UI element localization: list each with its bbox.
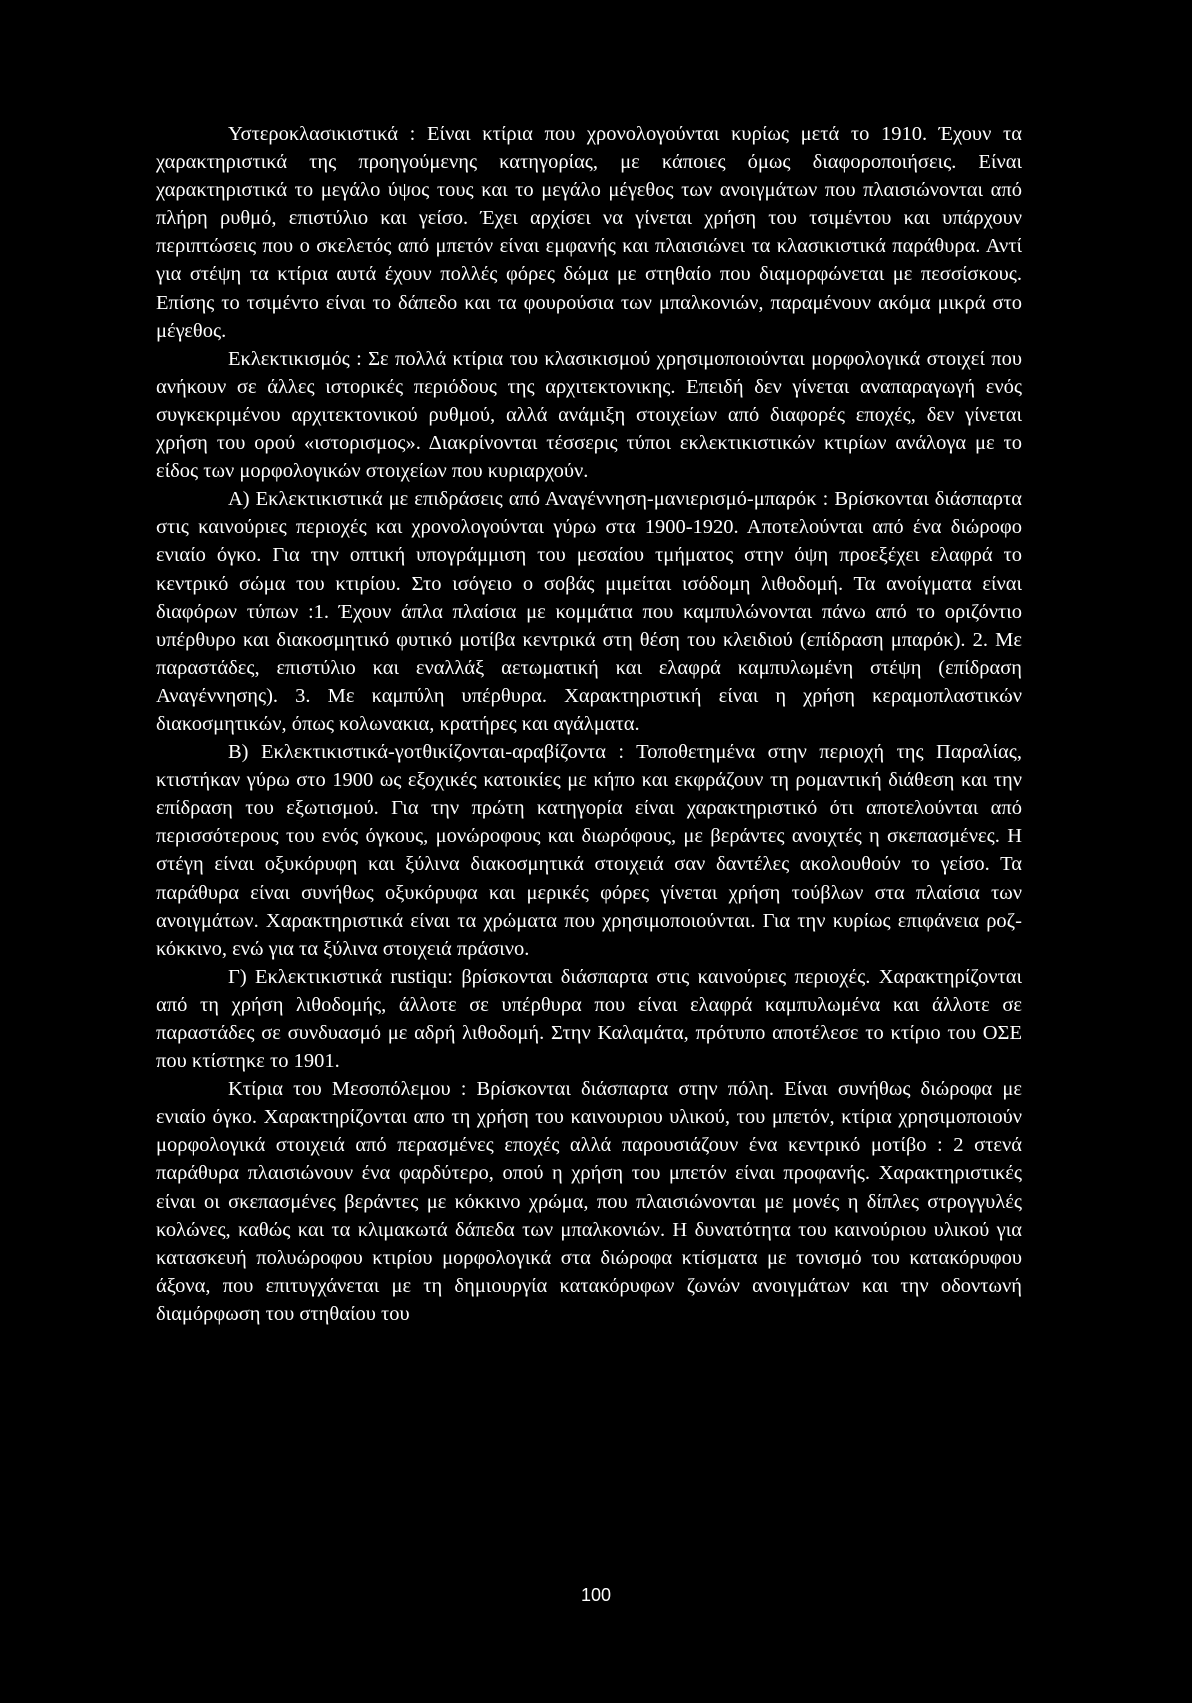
paragraph-eclecticism: Εκλεκτικισμός : Σε πολλά κτίρια του κλασικισμού χρησιμοποιούνται μορφολογικά στοιχεί που ανήκουν σε άλλες ιστορικές περιόδους της αρχιτεκτονικης. Επειδή δεν γίνεται αναπαραγωγή ενός συγκεκριμένου αρχιτεκτονικού ρυθμού, αλλά ανάμιξη στοιχείων από διαφορές εποχές, δεν γίνεται χρήση του ορού «ιστορισμος». Διακρίνονται τέσσερις τύποι εκλεκτικιστικών κτιρίων ανάλογα με το είδος των μορφολογικών στοιχείων που κυριαρχούν.: [156, 347, 1022, 483]
body-text: [156, 120, 1022, 1328]
paragraph-eclectic-renaissance: Α) Εκλεκτικιστικά με επιδράσεις από Αναγέννηση-μανιερισμό-μπαρόκ : Βρίσκονται διάσπαρτα στις καινούριες περιοχές και χρονολογούνται γύρω στα 1900-1920. Αποτελούνται από ένα διώροφο ενιαίο όγκο. Για την οπτική υπογράμμιση του μεσαίου τμήματος στην όψη προεξέχει ελαφρά το κεντρικό σώμα του κτιρίου. Στο ισόγειο ο σοβάς μιμείται ισόδομη λιθοδομή. Τα ανοίγματα είναι διαφόρων τύπων :1. Έχουν άπλα πλαίσια με κομμάτια που καμπυλώνονται πάνω από το οριζόντιο υπέρθυρο και διακοσμητικό φυτικό μοτίβα κεντρικά στη θέση του κλειδιού (επίδραση μπαρόκ). 2. Με παραστάδες, επιστύλιο και εναλλάξ αετωματική και ελαφρά καμπυλωμένη στέψη (επίδραση Αναγέννησης). 3. Με καμπύλη υπέρθυρα. Χαρακτηριστική είναι η χρήση κεραμοπλαστικών διακοσμητικών, όπως κολωνακια, κρατήρες και αγάλματα.: [156, 488, 1022, 735]
paragraph-late-classicism: Υστεροκλασικιστικά : Είναι κτίρια που χρονολογούνται κυρίως μετά το 1910. Έχουν τα χαρακτηριστικά της προηγούμενης κατηγορίας, με κάποιες όμως διαφοροποιήσεις. Είναι χαρακτηριστικά το μεγάλο ύψος τους και το μεγάλο μέγεθος των ανοιγμάτων που πλαισιώνονται από πλήρη ρυθμό, επιστύλιο και γείσο. Έχει αρχίσει να γίνεται χρήση του τσιμέντου και υπάρχουν περιπτώσεις που ο σκελετός από μπετόν είναι εμφανής και πλαισιώνει τα κλασικιστικά παράθυρα. Αντί για στέψη τα κτίρια αυτά έχουν πολλές φόρες δώμα με στηθαίο που διαμορφώνεται με πεσσίσκους. Επίσης το τσιμέντο είναι το δάπεδο και τα φουρούσια των μπαλκονιών, παραμένουν ακόμα μικρά στο μέγεθος.: [156, 123, 1022, 342]
page-number: 100: [580, 1585, 612, 1605]
paragraph-eclectic-gothic-arabic: Β) Εκλεκτικιστικά-γοτθικίζονται-αραβίζοντα : Τοποθετημένα στην περιοχή της Παραλίας, κτιστήκαν γύρω στο 1900 ως εξοχικές κατοικίες με κήπο και εκφράζουν τη ρομαντική διάθεση και την επίδραση του εξωτισμού. Για την πρώτη κατηγορία είναι χαρακτηριστικό ότι αποτελούνται από περισσότερους του ενός όγκους, μονώροφους και διωρόφους, με βεράντες ανοιχτές η σκεπασμένες. Η στέγη είναι οξυκόρυφη και ξύλινα διακοσμητικά στοιχειά σαν δαντέλες ακολουθούν το γείσο. Τα παράθυρα είναι συνήθως οξυκόρυφα και μερικές φόρες γίνεται χρήση τούβλων στα πλαίσια των ανοιγμάτων. Χαρακτηριστικά είναι τα χρώματα που χρησιμοποιούνται. Για την κυρίως επιφάνεια ροζ-κόκκινο, ενώ για τα ξύλινα στοιχειά πράσινο.: [156, 741, 1022, 960]
paragraph-interwar-buildings: Κτίρια του Μεσοπόλεμου : Βρίσκονται διάσπαρτα στην πόλη. Είναι συνήθως διώροφα με ενιαίο όγκο. Χαρακτηρίζονται απο τη χρήση του καινουριου υλικού, του μπετόν, κτίρια χρησιμοποιούν μορφολογικά στοιχειά από περασμένες εποχές αλλά παρουσιάζουν ένα κεντρικό μοτίβο : 2 στενά παράθυρα πλαισιώνουν ένα φαρδύτερο, οπού η χρήση του μπετόν είναι προφανής. Χαρακτηριστικές είναι οι σκεπασμένες βεράντες με κόκκινο χρώμα, που πλαισιώνονται με μονές η δίπλες στρογγυλές κολώνες, καθώς και τα κλιμακωτά δάπεδα των μπαλκονιών. Η δυνατότητα του καινούριου υλικού για κατασκευή πολυώροφου κτιρίου μορφολογικά στα διώροφα κτίσματα με τονισμό του κατακόρυφου άξονα, που επιτυγχάνεται με τη δημιουργία κατακόρυφων ζωνών ανοιγμάτων και την οδοντωνή διαμόρφωση του στηθαίου του: [156, 1078, 1022, 1325]
paragraph-eclectic-rustique: Γ) Εκλεκτικιστικά rustiqu: βρίσκονται διάσπαρτα στις καινούριες περιοχές. Χαρακτηρίζονται από τη χρήση λιθοδομής, άλλοτε σε υπέρθυρα που είναι ελαφρά καμπυλωμένα και άλλοτε σε παραστάδες σε συνδυασμό με αδρή λιθοδομή. Στην Καλαμάτα, πρότυπο αποτέλεσε το κτίριο του ΟΣΕ που κτίστηκε το 1901.: [156, 965, 1022, 1073]
